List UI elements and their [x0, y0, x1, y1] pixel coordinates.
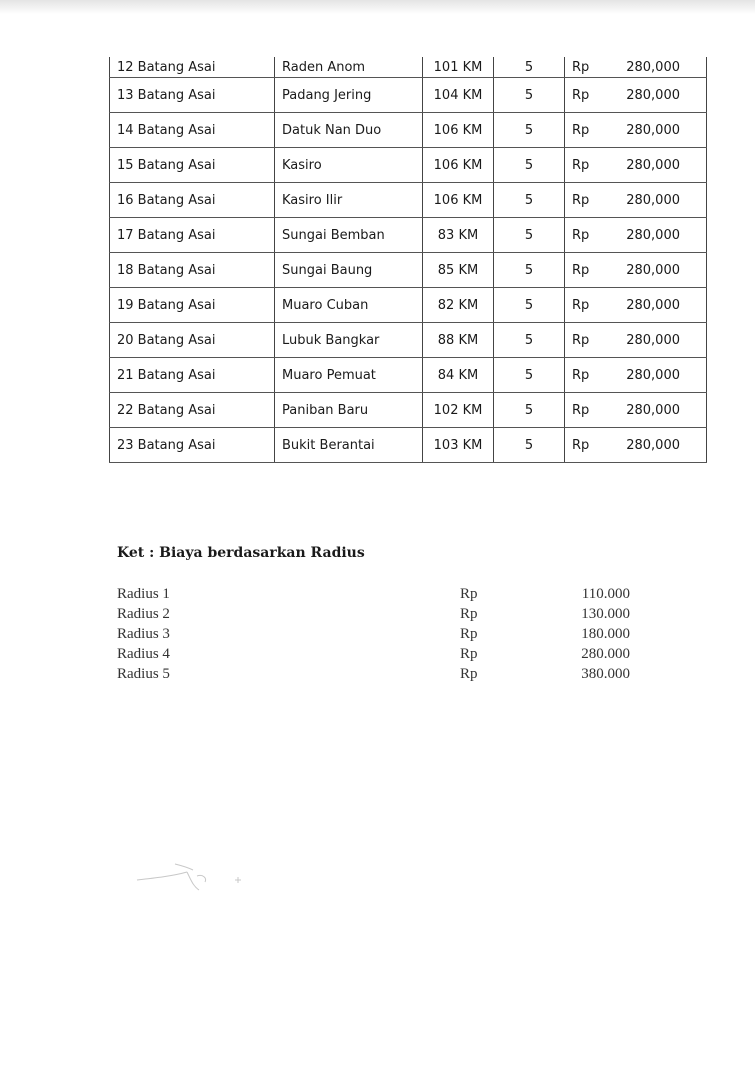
table-row: [110, 78, 707, 113]
village-cell: Paniban Baru: [275, 393, 423, 428]
radius-cell: 5: [494, 288, 565, 323]
radius-currency: Rp: [460, 606, 478, 622]
distance-cell: 104 KM: [423, 78, 494, 113]
radius-cell: 5: [494, 393, 565, 428]
amount-cell: 280,000: [617, 358, 707, 393]
currency-cell: Rp: [565, 183, 617, 218]
village-cell: Bukit Berantai: [275, 428, 423, 463]
radius-label: Radius 1: [117, 586, 170, 602]
radius-row: [117, 664, 637, 684]
radius-cell: 5: [494, 323, 565, 358]
table-row: [110, 148, 707, 183]
radius-cell: 5: [494, 358, 565, 393]
row-number-cell: 19 Batang Asai: [110, 288, 275, 323]
note-title: Ket : Biaya berdasarkan Radius: [117, 545, 365, 561]
amount-cell: 280,000: [617, 113, 707, 148]
village-cell: Lubuk Bangkar: [275, 323, 423, 358]
radius-label: Radius 3: [117, 626, 170, 642]
currency-cell: Rp: [565, 323, 617, 358]
row-number-cell: 14 Batang Asai: [110, 113, 275, 148]
row-number-cell: 16 Batang Asai: [110, 183, 275, 218]
currency-cell: Rp: [565, 218, 617, 253]
currency-cell: Rp: [565, 358, 617, 393]
row-number-cell: 12 Batang Asai: [110, 57, 275, 78]
village-cell: Sungai Baung: [275, 253, 423, 288]
village-cell: Raden Anom: [275, 57, 423, 78]
distance-cell: 102 KM: [423, 393, 494, 428]
radius-label: Radius 5: [117, 666, 170, 682]
table-row: [110, 358, 707, 393]
distance-cell: 101 KM: [423, 57, 494, 78]
village-cell: Datuk Nan Duo: [275, 113, 423, 148]
distance-cell: 106 KM: [423, 183, 494, 218]
radius-label: Radius 4: [117, 646, 170, 662]
amount-cell: 280,000: [617, 78, 707, 113]
radius-cell: 5: [494, 428, 565, 463]
table-row: [110, 218, 707, 253]
distance-cell: 103 KM: [423, 428, 494, 463]
radius-currency: Rp: [460, 626, 478, 642]
table-row: [110, 288, 707, 323]
currency-cell: Rp: [565, 78, 617, 113]
currency-cell: Rp: [565, 428, 617, 463]
amount-cell: 280,000: [617, 183, 707, 218]
distance-cell: 88 KM: [423, 323, 494, 358]
village-cost-table: [109, 57, 707, 463]
radius-cell: 5: [494, 57, 565, 78]
radius-cost-list: [117, 584, 637, 684]
radius-cell: 5: [494, 78, 565, 113]
amount-cell: 280,000: [617, 148, 707, 183]
row-number-cell: 13 Batang Asai: [110, 78, 275, 113]
village-cell: Kasiro: [275, 148, 423, 183]
table-row: [110, 253, 707, 288]
village-cell: Padang Jering: [275, 78, 423, 113]
radius-cell: 5: [494, 183, 565, 218]
table-row: [110, 428, 707, 463]
village-cell: Muaro Cuban: [275, 288, 423, 323]
radius-cell: 5: [494, 113, 565, 148]
amount-cell: 280,000: [617, 218, 707, 253]
distance-cell: 83 KM: [423, 218, 494, 253]
scan-edge-shadow: [0, 0, 755, 14]
radius-row: [117, 624, 637, 644]
radius-row: [117, 604, 637, 624]
row-number-cell: 20 Batang Asai: [110, 323, 275, 358]
table-body: [110, 57, 707, 463]
distance-cell: 106 KM: [423, 113, 494, 148]
radius-cell: 5: [494, 253, 565, 288]
distance-cell: 82 KM: [423, 288, 494, 323]
radius-currency: Rp: [460, 586, 478, 602]
currency-cell: Rp: [565, 57, 617, 78]
table-row: [110, 323, 707, 358]
table-row: [110, 393, 707, 428]
amount-cell: 280,000: [617, 393, 707, 428]
row-number-cell: 15 Batang Asai: [110, 148, 275, 183]
amount-cell: 280,000: [617, 57, 707, 78]
radius-label: Radius 2: [117, 606, 170, 622]
radius-row: [117, 644, 637, 664]
currency-cell: Rp: [565, 288, 617, 323]
row-number-cell: 18 Batang Asai: [110, 253, 275, 288]
amount-cell: 280,000: [617, 323, 707, 358]
row-number-cell: 21 Batang Asai: [110, 358, 275, 393]
table-row: [110, 183, 707, 218]
village-cell: Kasiro Ilir: [275, 183, 423, 218]
row-number-cell: 22 Batang Asai: [110, 393, 275, 428]
village-cell: Sungai Bemban: [275, 218, 423, 253]
distance-cell: 106 KM: [423, 148, 494, 183]
radius-amount: 280.000: [581, 646, 630, 662]
table-row: [110, 113, 707, 148]
distance-cell: 85 KM: [423, 253, 494, 288]
radius-cell: 5: [494, 218, 565, 253]
currency-cell: Rp: [565, 148, 617, 183]
radius-amount: 380.000: [581, 666, 630, 682]
radius-amount: 110.000: [581, 586, 630, 602]
radius-cell: 5: [494, 148, 565, 183]
row-number-cell: 23 Batang Asai: [110, 428, 275, 463]
radius-row: [117, 584, 637, 604]
currency-cell: Rp: [565, 393, 617, 428]
radius-amount: 180.000: [581, 626, 630, 642]
radius-currency: Rp: [460, 646, 478, 662]
faint-signature-mark: [135, 852, 265, 902]
row-number-cell: 17 Batang Asai: [110, 218, 275, 253]
table-row: [110, 57, 707, 78]
currency-cell: Rp: [565, 253, 617, 288]
amount-cell: 280,000: [617, 288, 707, 323]
radius-amount: 130.000: [581, 606, 630, 622]
radius-currency: Rp: [460, 666, 478, 682]
distance-cell: 84 KM: [423, 358, 494, 393]
amount-cell: 280,000: [617, 428, 707, 463]
village-cell: Muaro Pemuat: [275, 358, 423, 393]
amount-cell: 280,000: [617, 253, 707, 288]
currency-cell: Rp: [565, 113, 617, 148]
